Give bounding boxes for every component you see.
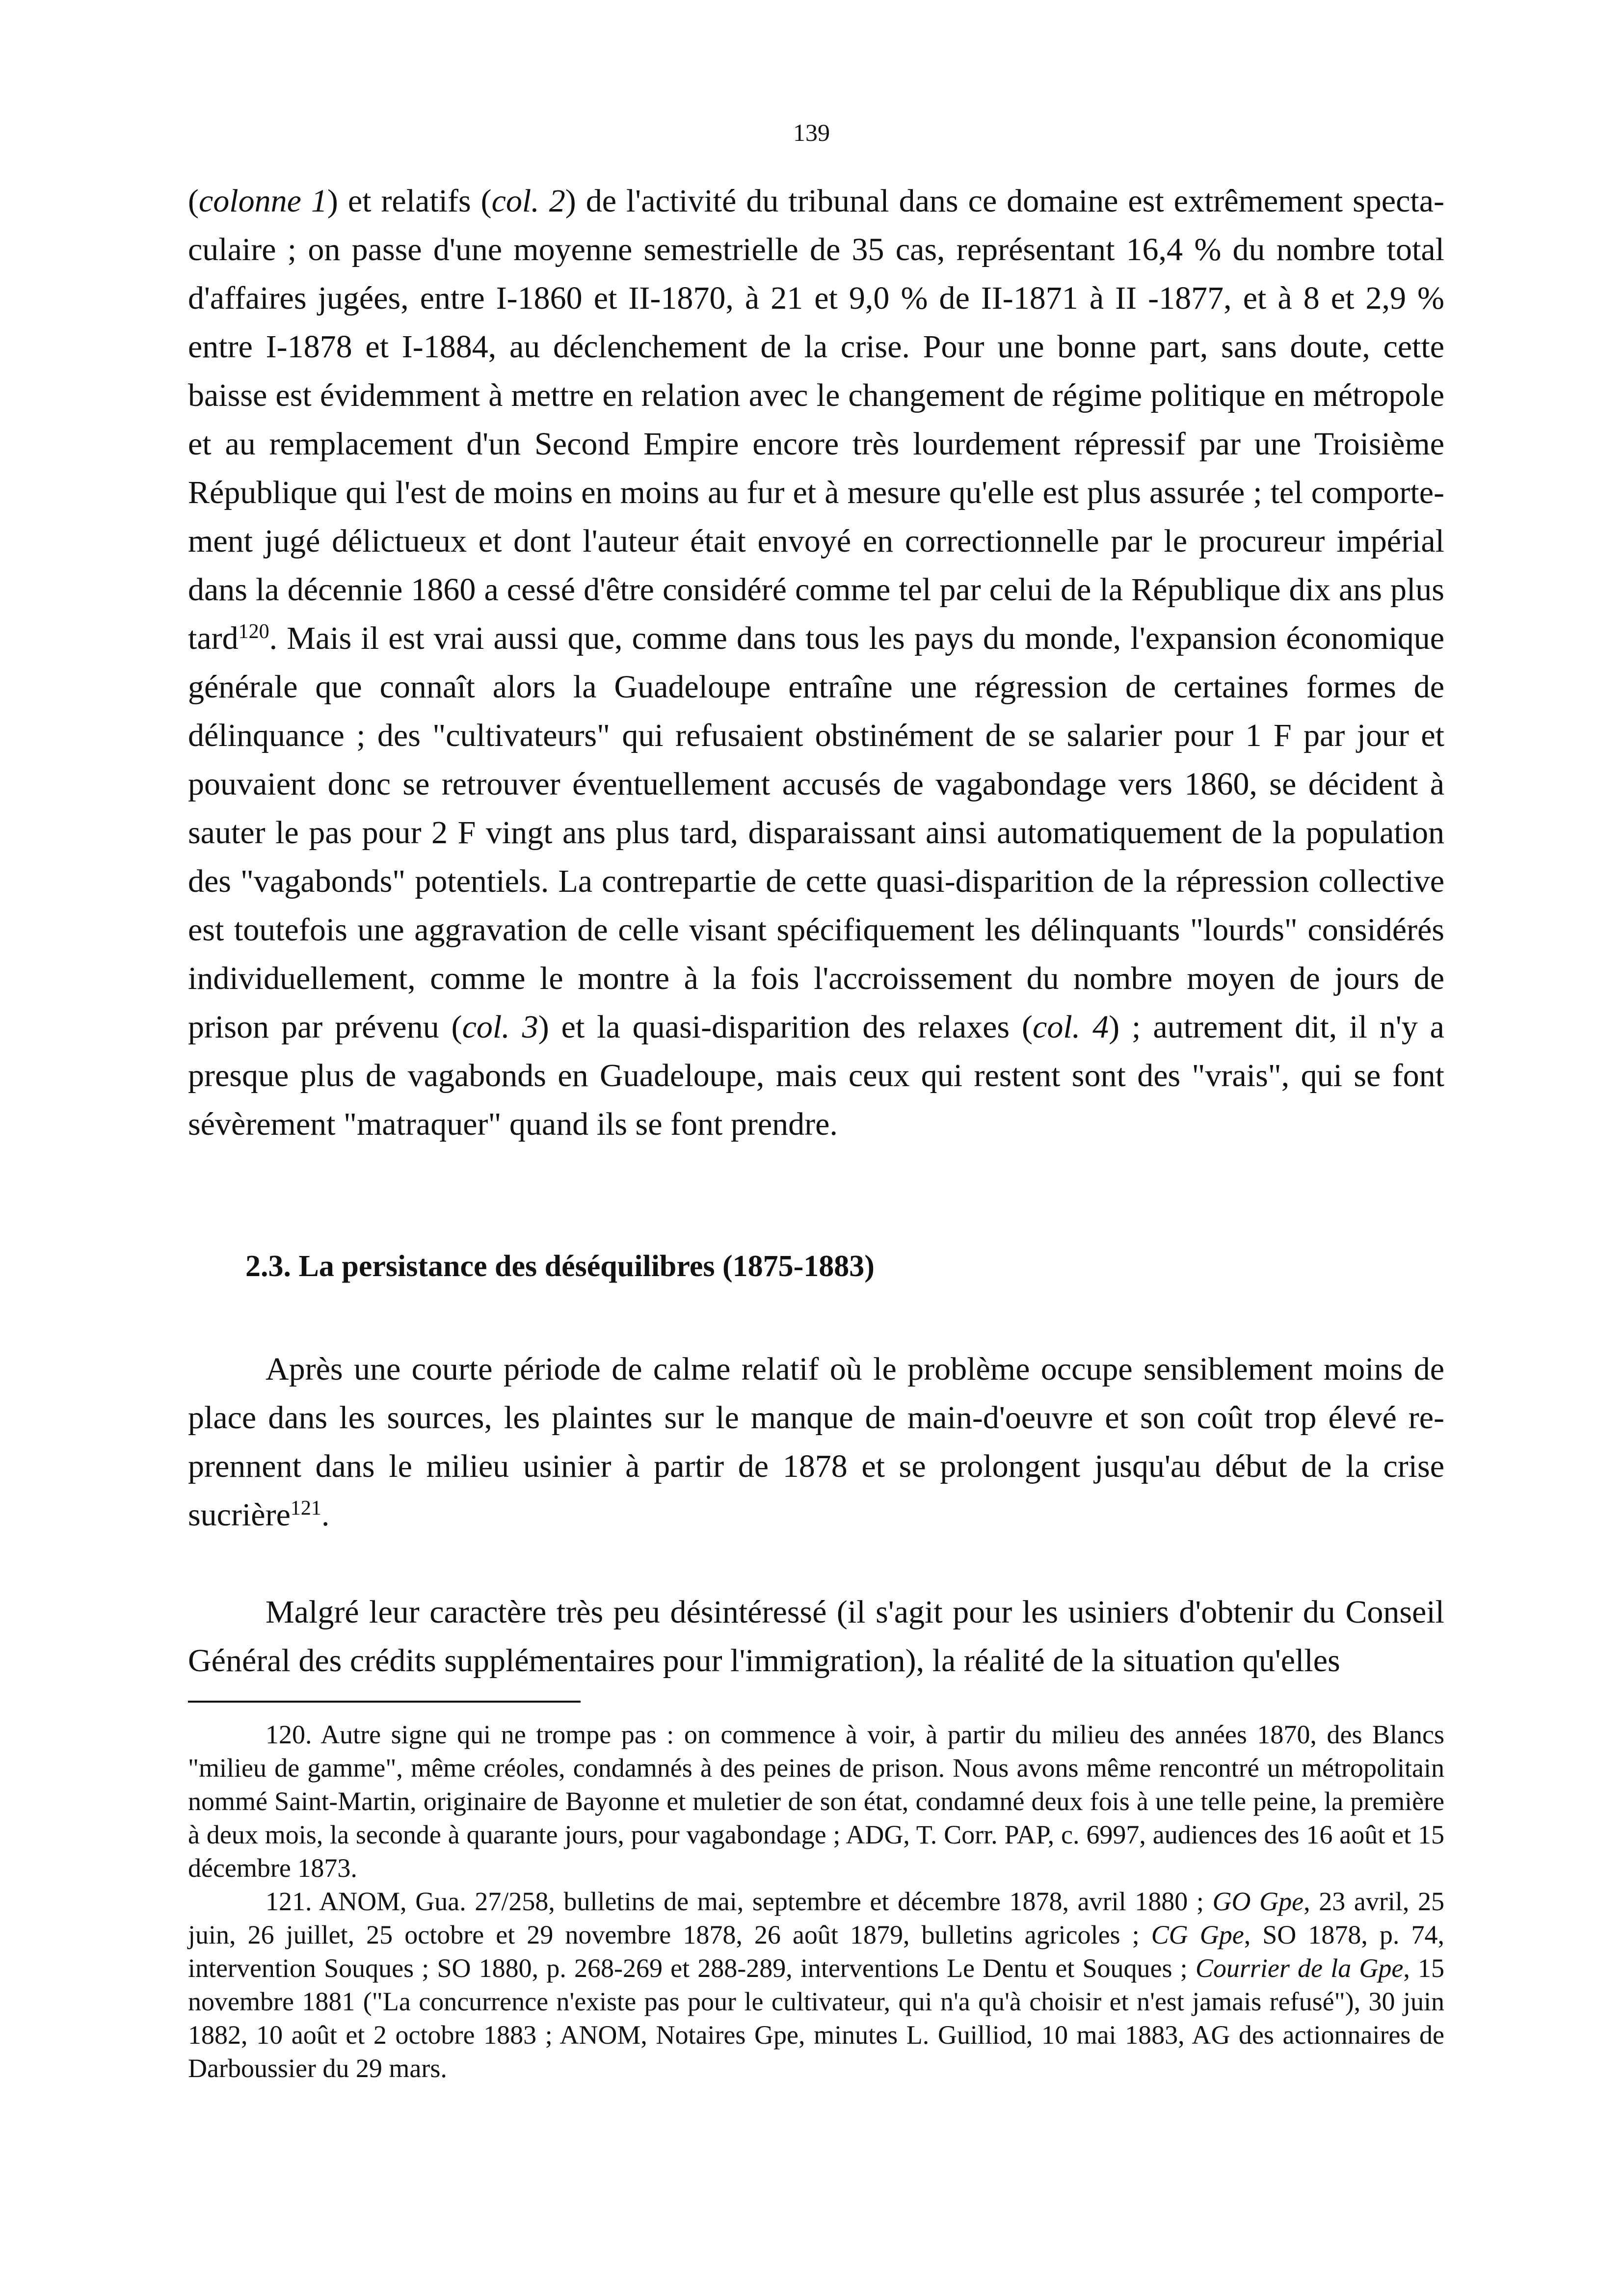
text-run: ) et relatifs ( <box>327 183 492 219</box>
footnote-separator <box>188 1701 581 1703</box>
text-run: . Mais il est vrai aussi que, comme dans tous les pays du monde, l'expansion économique générale que connaît alors la Guadeloupe entraîne une régression de certaines formes de délinquance ; des "cultivateurs" qui refusaient obstinément de se salarier pour 1 F par jour et pouvaient donc se retrouver éventuellement accusés de vagabondage vers 1860, se décident à sauter le pas pour 2 F vingt ans plus tard, disparaissant ainsi automatiquement de la population des "vagabonds" potentiels. La contrepartie de cette quasi-disparition de la répression collective est toutefois une aggravation de celle visant spécifiquement les délinquants "lourds" considérés individuellement, comme le montre à la fois l'accroissement du nombre moyen de jours de prison par prévenu ( <box>188 620 1444 1045</box>
text-run: 121. ANOM, Gua. 27/258, bulletins de mai, septembre et décembre 1878, avril 1880 ; <box>266 1887 1213 1916</box>
text-run: , 23 avril, 25 juin, 26 juillet, 25 octobre et 29 novembre 1878, 26 août 1879, bulletins agricoles ; <box>188 1887 1445 1949</box>
text-run: , SO 1878, p. 74, intervention Souques ; SO 1880, p. 268-269 et 288-289, interventions Le Dentu et Souques ; <box>188 1920 1444 1983</box>
page-number: 139 <box>793 119 830 146</box>
footnote-ref-121[interactable]: 121 <box>290 1497 321 1520</box>
italic-reference: col. 2 <box>491 183 565 219</box>
italic-reference: col. 4 <box>1033 1009 1109 1045</box>
footnote-121 <box>188 1885 1444 2085</box>
italic-source: Courrier de la Gpe <box>1195 1953 1404 1983</box>
text-run: . <box>321 1497 330 1533</box>
footnotes <box>188 1718 1444 2085</box>
body-paragraph-2 <box>188 1345 1444 1539</box>
footnote-ref-120[interactable]: 120 <box>238 620 269 643</box>
text-run: Après une courte période de calme relatif où le problème occupe sensiblement moins de place dans les sources, les plaintes sur le manque de main-d'oeuvre et son coût trop élevé reprennent dans le milieu usinier à partir de 1878 et se prolongent jusqu'au début de la crise sucrière <box>188 1351 1444 1533</box>
paragraph-text: Malgré leur caractère très peu désintéressé (il s'agit pour les usiniers d'obtenir du Conseil Général des crédits supplémentaires pour l'immigration), la réalité de la situation qu'elles <box>188 1594 1444 1679</box>
italic-reference: col. 3 <box>462 1009 538 1045</box>
body-paragraph-3 <box>188 1588 1444 1685</box>
text-run: ( <box>188 183 199 219</box>
italic-reference: colonne 1 <box>198 183 327 219</box>
text-run: , 15 novembre 1881 ("La concurrence n'existe pas pour le cultivateur, qui n'a qu'à choisir et n'est jamais refusé"), 30 juin 1882, 10 août et 2 octobre 1883 ; ANOM, Notaires Gpe, minutes L. Guilliod, 10 mai 1883, AG des actionnaires de Darboussier du 29 mars. <box>188 1953 1444 2083</box>
italic-source: GO Gpe <box>1212 1887 1304 1916</box>
section-heading: 2.3. La persistance des déséquilibres (1875-1883) <box>245 1250 875 1283</box>
text-run: ) et la quasi-disparition des relaxes ( <box>538 1009 1033 1045</box>
italic-source: CG Gpe <box>1151 1920 1244 1949</box>
text-run: ) ; autrement dit, il n'y a presque plus de vagabonds en Guadeloupe, mais ceux qui restent sont des "vrais", qui se font sévèrement "matraquer" quand ils se font prendre. <box>188 1009 1444 1142</box>
body-paragraph-1 <box>188 177 1444 1148</box>
text-run: ) de l'activité du tribunal dans ce domaine est extrêmement spectaculaire ; on passe d'une moyenne semestrielle de 35 cas, représentant 16,4 % du nombre total d'affaires jugées, entre I-1860 et II-1870, à 21 et 9,0 % de II-1871 à II -1877, et à 8 et 2,9 % entre I-1878 et I-1884, au déclenchement de la crise. Pour une bonne part, sans doute, cette baisse est évidemment à mettre en relation avec le changement de régime politique en métropole et au remplacement d'un Second Empire encore très lourdement répressif par une Troisième République qui l'est de moins en moins au fur et à mesure qu'elle est plus assurée ; tel comportement jugé délictueux et dont l'auteur était envoyé en correctionnelle par le procureur impérial dans la décennie 1860 a cessé d'être considéré comme tel par celui de la République dix ans plus tard <box>188 183 1445 656</box>
footnote-120: 120. Autre signe qui ne trompe pas : on commence à voir, à partir du milieu des années 1870, des Blancs "milieu de gamme", même créoles, condamnés à des peines de prison. Nous avons même rencontré un métropolitain nommé Saint-Martin, originaire de Bayonne et muletier de son état, condamné deux fois à une telle peine, la première à deux mois, la seconde à quarante jours, pour vagabondage ; ADG, T. Corr. PAP, c. 6997, audiences des 16 août et 15 décembre 1873. <box>188 1720 1444 1883</box>
